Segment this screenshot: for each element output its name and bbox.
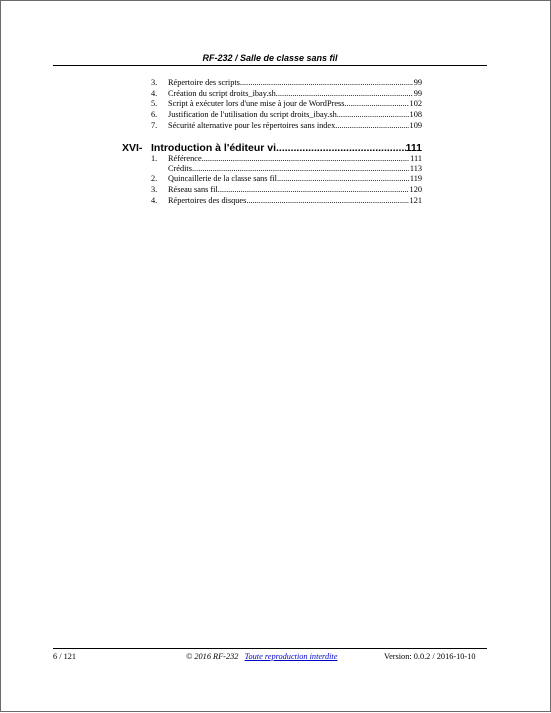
toc-entry-label: Référence: [168, 154, 202, 163]
toc-entry-number: 5.: [151, 99, 158, 108]
footer-notice-link[interactable]: Toute reproduction interdite: [244, 652, 338, 661]
toc-entry-page: 99: [413, 78, 422, 87]
toc-leader-dots: [192, 164, 409, 173]
footer-divider: [53, 648, 487, 649]
toc-leader-dots: [202, 154, 410, 163]
toc-entry-page: 120: [409, 185, 422, 194]
toc-entry-page: 119: [409, 174, 422, 183]
toc-entry-number: 3.: [151, 78, 158, 87]
toc-entry[interactable]: [151, 121, 422, 132]
toc-leader-dots: [246, 196, 408, 205]
toc-leader-dots: [240, 78, 413, 87]
toc-entry-label: Crédits: [168, 164, 192, 173]
toc-leader-dots: [218, 185, 409, 194]
toc-entry[interactable]: [151, 78, 422, 89]
toc-chapter-page: 111: [405, 142, 422, 154]
toc-chapter-label: Introduction à l'éditeur vi: [151, 142, 277, 154]
toc-entry-number: 6.: [151, 110, 158, 119]
toc-entry-page: 121: [409, 196, 422, 205]
toc-entry-number: 4.: [151, 89, 158, 98]
toc-entry-page: 102: [409, 99, 422, 108]
toc-entry[interactable]: [151, 174, 422, 185]
toc-entry-number: 4.: [151, 196, 158, 205]
toc-leader-dots: [277, 174, 409, 183]
toc-leader-dots: [335, 121, 408, 130]
toc-leader-dots: [276, 142, 406, 154]
toc-entry[interactable]: [151, 99, 422, 110]
page-header-title: RF-232 / Salle de classe sans fil: [202, 53, 338, 63]
toc-entry-page: 113: [409, 164, 422, 173]
toc-entry-page: 108: [409, 110, 422, 119]
table-of-contents: [1, 1, 551, 713]
toc-entry-label: Quincaillerie de la classe sans fil: [168, 174, 277, 183]
toc-leader-dots: [337, 110, 409, 119]
toc-chapter-number: XVI-: [122, 142, 143, 154]
toc-entry-label: Sécurité alternative pour les répertoires sans index: [168, 121, 336, 130]
toc-entry-label: Répertoires des disques: [168, 196, 247, 205]
toc-entry-label: Justification de l'utilisation du script droits_ibay.sh: [168, 110, 337, 119]
footer-version: Version: 0.0.2 / 2016-10-10: [384, 652, 476, 661]
toc-entry[interactable]: [151, 196, 422, 207]
toc-entry-label: Script à exécuter lors d'une mise à jour de WordPress: [168, 99, 345, 108]
toc-leader-dots: [276, 89, 413, 98]
toc-entry-page: 99: [413, 89, 422, 98]
toc-entry-number: 3.: [151, 185, 158, 194]
toc-entry-label: Répertoire des scripts: [168, 78, 240, 87]
toc-entry-page: 111: [410, 154, 422, 163]
toc-entry-label: Création du script droits_ibay.sh: [168, 89, 276, 98]
toc-entry[interactable]: [151, 185, 422, 196]
toc-entry-number: 7.: [151, 121, 158, 130]
toc-leader-dots: [344, 99, 408, 108]
toc-entry[interactable]: [151, 110, 422, 121]
footer-copyright: [186, 652, 337, 661]
footer-copyright-text: © 2016 RF-232: [186, 652, 239, 661]
toc-entry-label: Réseau sans fil: [168, 185, 218, 194]
toc-entry-number: 2.: [151, 174, 158, 183]
toc-entry-page: 109: [409, 121, 422, 130]
toc-entry-number: 1.: [151, 154, 158, 163]
footer-page-indicator: 6 / 121: [53, 652, 77, 661]
